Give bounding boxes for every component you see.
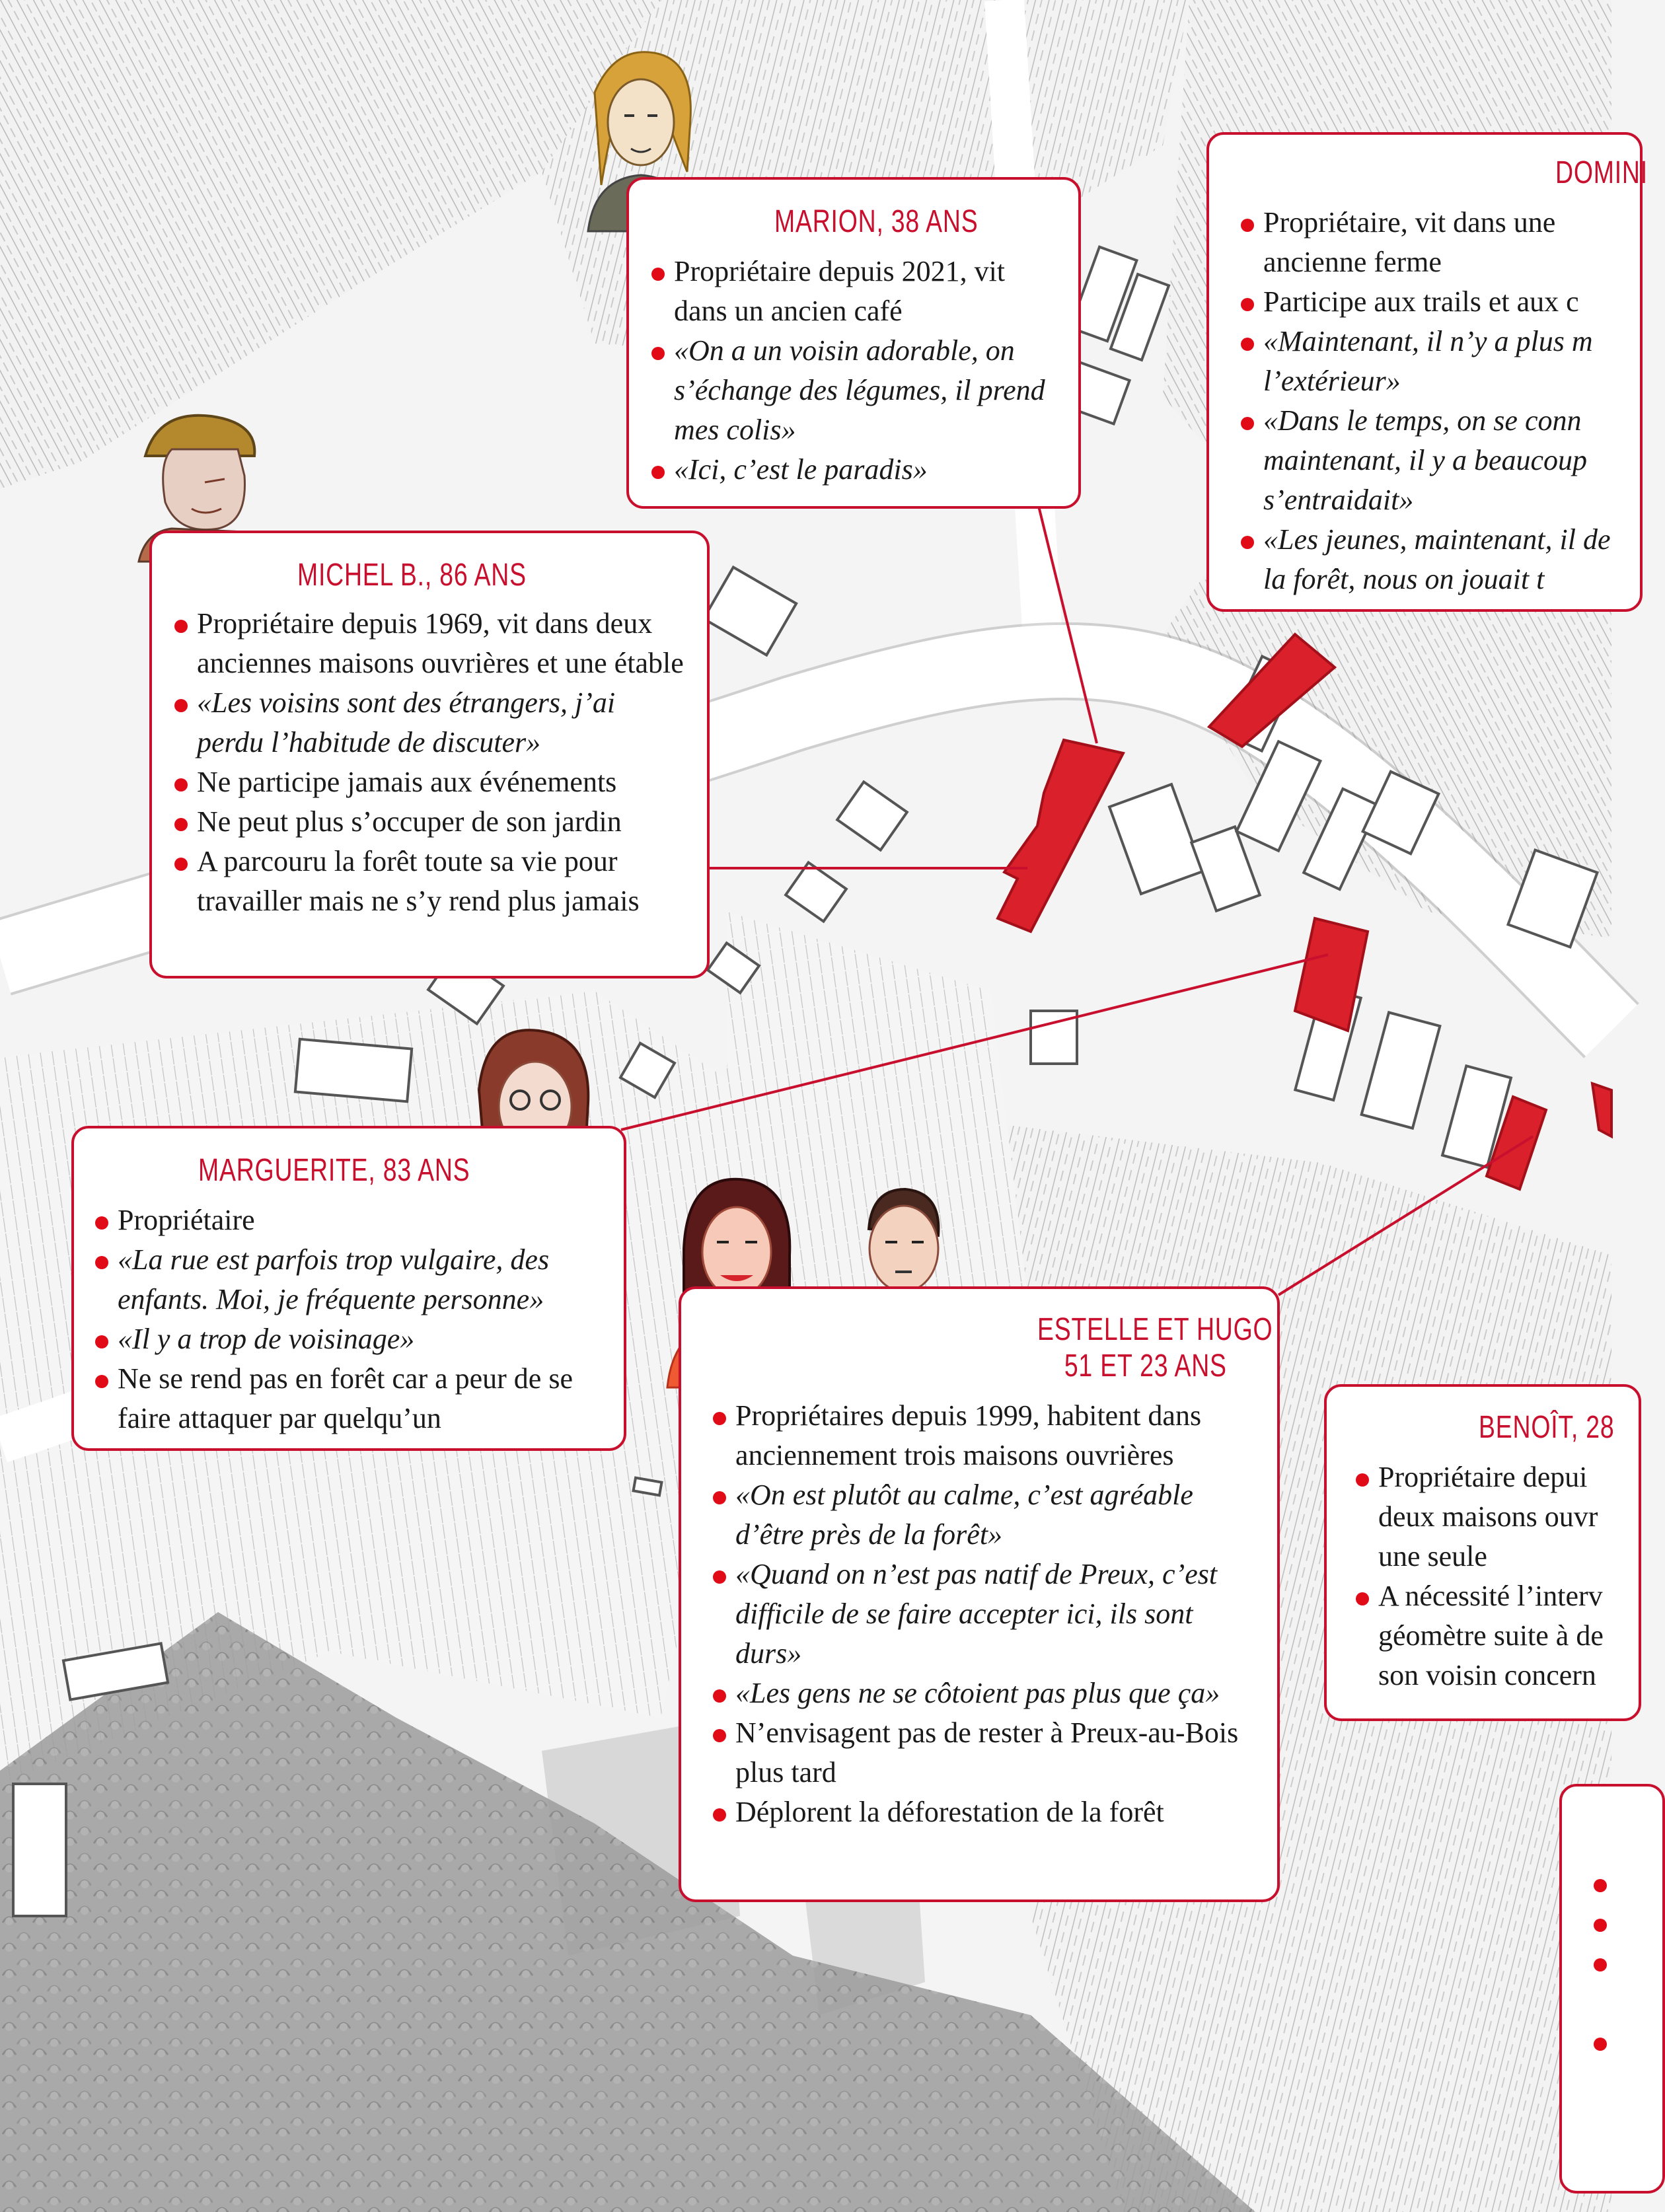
list-item: Propriétaire depui deux maisons ouvr une seule [1353, 1457, 1644, 1576]
card-list [710, 1396, 1255, 1832]
list-item: Ne peut plus s’occuper de son jardin [172, 802, 687, 842]
card-marguerite [71, 1126, 626, 1451]
card-domini [1206, 132, 1648, 612]
list-item: «Ici, c’est le paradis» [649, 450, 1058, 490]
card-title [1037, 1311, 1273, 1384]
card-list [1353, 1457, 1644, 1695]
list-item: Propriétaire depuis 1969, vit dans deux anciennes maisons ouvrières et une étable [172, 604, 687, 683]
bullet-marker [1594, 2038, 1607, 2051]
list-item: A nécessité l’interv géomètre suite à de son voisin concern [1353, 1576, 1644, 1695]
bullet-marker [1594, 1879, 1607, 1892]
card-list [172, 604, 687, 921]
card-list [92, 1200, 605, 1438]
list-item: «Dans le temps, on se conn maintenant, il y a beaucoup s’entraidait» [1238, 401, 1635, 520]
list-item: «Les voisins sont des étrangers, j’ai perdu l’habitude de discuter» [172, 683, 687, 762]
list-item: «Les jeunes, maintenant, il de la forêt, nous on jouait t [1238, 520, 1635, 599]
card-title: MARGUERITE, 83 ANS [198, 1153, 470, 1188]
card-estelle-hugo [679, 1286, 1280, 1902]
list-item: «Il y a trop de voisinage» [92, 1319, 605, 1359]
card-partial-bottom-right [1559, 1784, 1665, 2194]
list-item: «On a un voisin adorable, on s’échange des légumes, il prend mes colis» [649, 331, 1058, 450]
list-item: Propriétaire [92, 1200, 605, 1240]
bullet-marker [1594, 1919, 1607, 1932]
list-item: Propriétaire, vit dans une ancienne ferme [1238, 203, 1635, 282]
card-title: MICHEL B., 86 ANS [297, 558, 527, 593]
list-item: Participe aux trails et aux c [1238, 282, 1635, 322]
card-list [1238, 203, 1635, 599]
card-title-line2: 51 ET 23 ANS [1064, 1348, 1227, 1383]
card-title-line1: ESTELLE ET HUGO [1037, 1312, 1273, 1347]
card-title: MARION, 38 ANS [774, 204, 979, 239]
card-michel [149, 531, 710, 978]
card-marion [626, 177, 1081, 509]
list-item: «On est plutôt au calme, c’est agréable d’être près de la forêt» [710, 1475, 1255, 1555]
card-title: BENOÎT, 28 [1479, 1410, 1615, 1445]
bullet-marker [1594, 1958, 1607, 1972]
list-item: A parcouru la forêt toute sa vie pour travailler mais ne s’y rend plus jamais [172, 842, 687, 921]
list-item: Propriétaire depuis 2021, vit dans un ancien café [649, 252, 1058, 331]
list-item: «Les gens ne se côtoient pas plus que ça» [710, 1674, 1255, 1713]
list-item: Ne participe jamais aux événements [172, 762, 687, 802]
card-title: DOMINI [1555, 155, 1648, 190]
list-item: Propriétaires depuis 1999, habitent dans anciennement trois maisons ouvrières [710, 1396, 1255, 1475]
card-benoit [1324, 1384, 1641, 1721]
list-item: «Quand on n’est pas natif de Preux, c’est difficile de se faire accepter ici, ils sont durs» [710, 1555, 1255, 1674]
list-item: Déplorent la déforestation de la forêt [710, 1792, 1255, 1832]
card-list [649, 252, 1058, 490]
list-item: Ne se rend pas en forêt car a peur de se faire attaquer par quelqu’un [92, 1359, 605, 1438]
list-item: N’envisagent pas de rester à Preux-au-Bois plus tard [710, 1713, 1255, 1792]
list-item: «La rue est parfois trop vulgaire, des enfants. Moi, je fréquente personne» [92, 1240, 605, 1319]
list-item: «Maintenant, il n’y a plus m l’extérieur» [1238, 322, 1635, 401]
